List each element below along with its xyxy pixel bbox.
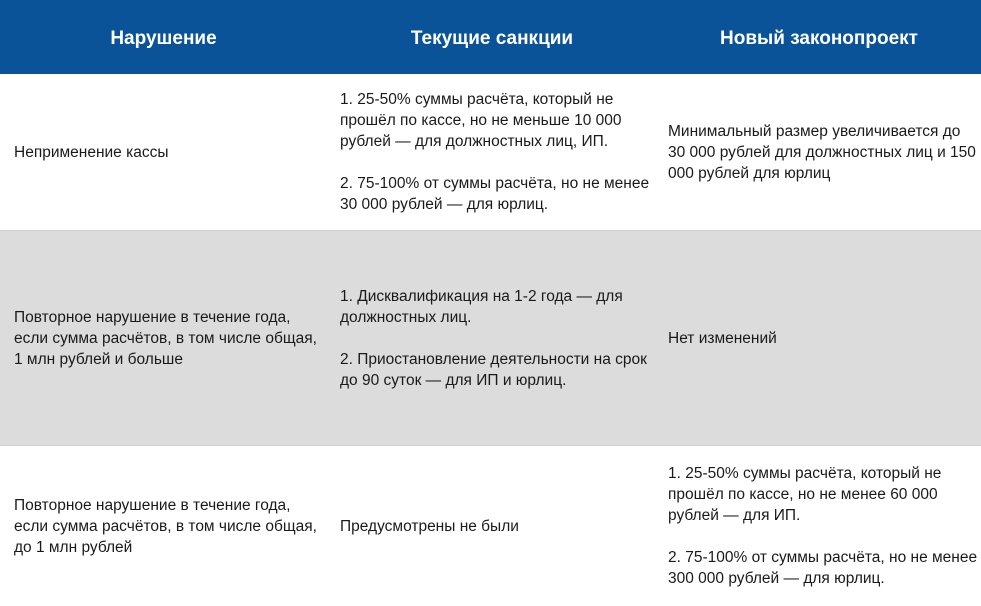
violation-cell [14, 231, 319, 445]
current-sanctions-cell [340, 446, 650, 606]
table-header [0, 0, 981, 74]
header-violation: Нарушение [110, 28, 217, 49]
new-bill-item: 1. 25-50% суммы расчёта, который не прошёл по кассе, но не менее 60 000 рублей — для ИП. [668, 465, 942, 524]
current-sanction-item: 2. Приостановление деятельности на срок до 90 суток — для ИП и юрлиц. [340, 350, 647, 389]
violation-text: Повторное нарушение в течение года, если сумма расчётов, в том числе общая, 1 млн рублей и больше [14, 308, 317, 368]
current-sanction-item: 1. 25-50% суммы расчёта, который не прошёл по кассе, но не меньше 10 000 рублей — для должностных лиц, ИП. [340, 91, 622, 150]
violation-cell [14, 446, 319, 606]
new-bill-cell [668, 231, 981, 445]
violation-text: Повторное нарушение в течение года, если сумма расчётов, в том числе общая, до 1 млн рублей [14, 496, 317, 556]
violation-text: Неприменение кассы [14, 143, 169, 161]
new-bill-cell [668, 74, 981, 230]
new-bill-item: Минимальный размер увеличивается до 30 000 рублей для должностных лиц и 150 000 рублей для юрлиц [668, 122, 976, 182]
header-current-sanctions: Текущие санкции [410, 28, 574, 49]
violation-cell [14, 74, 319, 230]
table-row [0, 231, 981, 446]
table-row [0, 446, 981, 606]
current-sanction-item: 2. 75-100% от суммы расчёта, но не менее 30 000 рублей — для юрлиц. [340, 175, 650, 213]
current-sanctions-cell [340, 231, 650, 445]
current-sanction-item: Предусмотрены не были [340, 517, 519, 535]
current-sanction-item: 1. Дисквалификация на 1-2 года — для должностных лиц. [340, 287, 623, 326]
table-row [0, 74, 981, 231]
header-new-bill: Новый законопроект [720, 28, 918, 49]
current-sanctions-cell [340, 74, 650, 230]
new-bill-cell [668, 446, 981, 606]
new-bill-item: Нет изменений [668, 329, 777, 347]
new-bill-item: 2. 75-100% от суммы расчёта, но не менее 300 000 рублей — для юрлиц. [668, 549, 978, 587]
